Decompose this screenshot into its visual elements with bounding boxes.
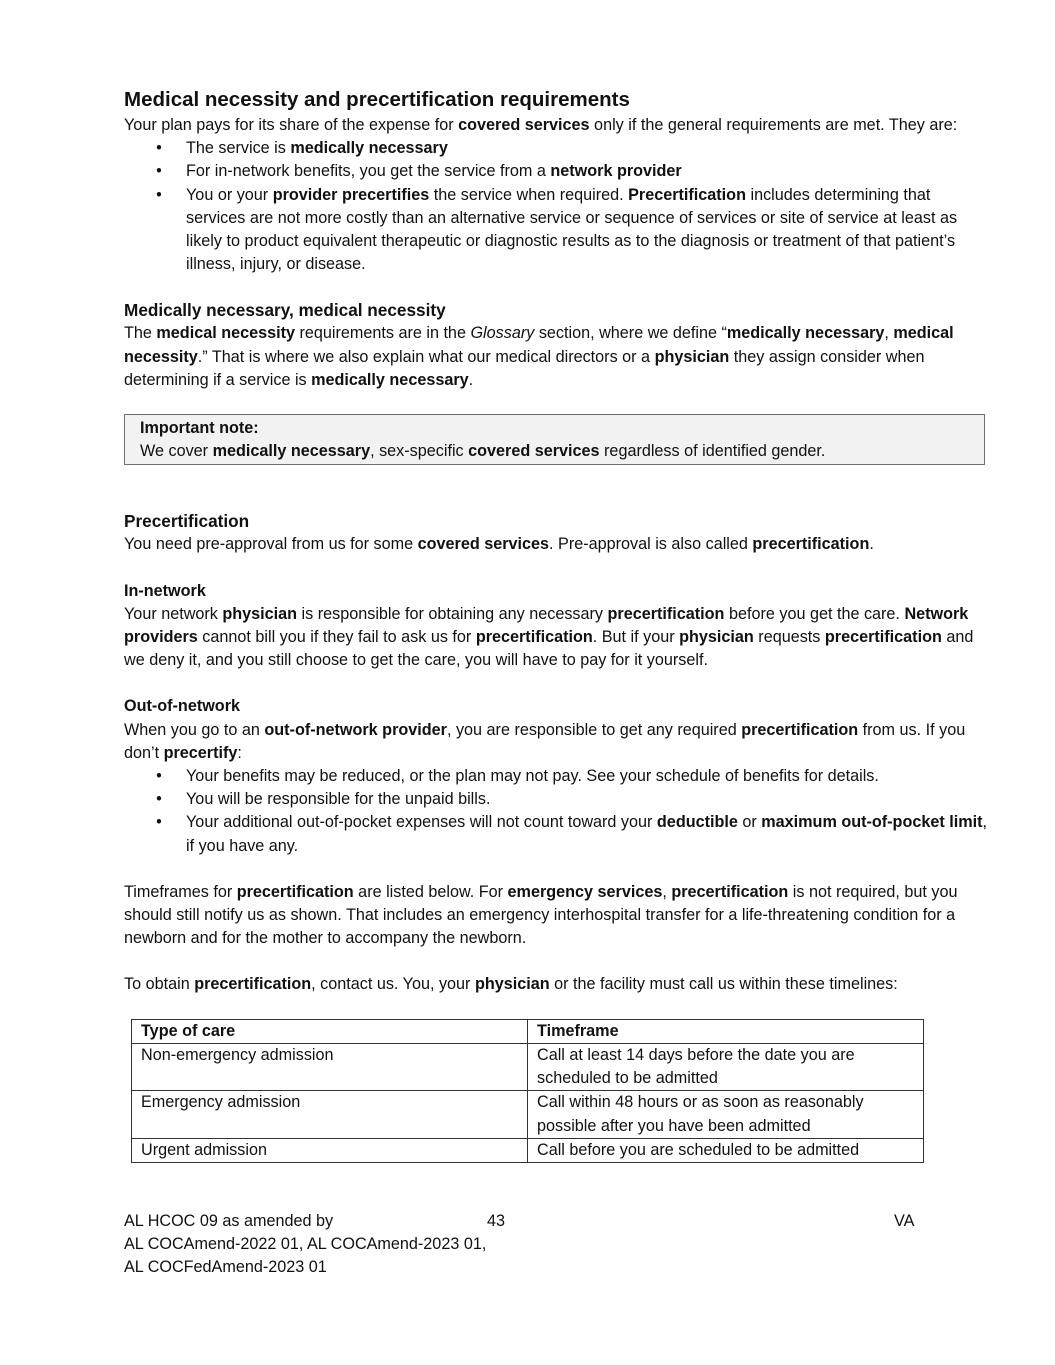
bullet-icon: •: [156, 813, 162, 832]
medical-necessity-heading: Medically necessary, medical necessity: [124, 300, 446, 321]
out-of-network-list: [124, 765, 989, 858]
table-cell: Call at least 14 days before the date you are scheduled to be admitted: [528, 1043, 924, 1090]
list-item: • The service is medically necessary: [124, 137, 989, 160]
bullet-icon: •: [156, 790, 162, 809]
footer-form-line-3: AL COCFedAmend-2023 01: [124, 1258, 327, 1277]
table-cell: Call before you are scheduled to be admitted: [528, 1138, 924, 1162]
important-note-text: We cover medically necessary, sex-specific covered services regardless of identified gender.: [140, 442, 826, 461]
state-code: VA: [894, 1212, 915, 1230]
list-item: • You will be responsible for the unpaid bills.: [124, 788, 989, 811]
list-item: • Your benefits may be reduced, or the plan may not pay. See your schedule of benefits for details.: [124, 765, 989, 788]
bullet-icon: •: [156, 767, 162, 786]
intro-paragraph: Your plan pays for its share of the expense for covered services only if the general requirements are met. They are:: [124, 116, 958, 134]
table-cell: Urgent admission: [132, 1138, 528, 1162]
medical-necessity-paragraph: The medical necessity requirements are in the Glossary section, where we define “medically necessary, medical necessity.” That is where we also explain what our medical directors or a physician they assign consider when determining if a service is medically necessary.: [124, 324, 954, 389]
section-title: Medical necessity and precertification requirements: [124, 88, 630, 111]
important-note-heading: Important note:: [140, 419, 259, 438]
column-header-type-of-care: Type of care: [132, 1019, 528, 1043]
table-cell: Emergency admission: [132, 1091, 528, 1138]
footer-form-line-2: AL COCAmend-2022 01, AL COCAmend-2023 01,: [124, 1235, 487, 1254]
table-cell: Non-emergency admission: [132, 1043, 528, 1090]
table-row: [132, 1043, 924, 1090]
out-of-network-paragraph: When you go to an out-of-network provider, you are responsible to get any required precertification from us. If you don’t precertify:: [124, 720, 966, 762]
precertification-timeframe-table: [131, 1019, 924, 1163]
out-of-network-heading: Out-of-network: [124, 697, 240, 716]
important-note-box: [124, 414, 985, 465]
in-network-paragraph: Your network physician is responsible for obtaining any necessary precertification before you get the care. Network providers cannot bill you if they fail to ask us for precertification. But if your physician requests precertification and we deny it, and you still choose to get the care, you will have to pay for it yourself.: [124, 604, 974, 670]
table-row: [132, 1138, 924, 1162]
column-header-timeframe: Timeframe: [528, 1019, 924, 1043]
precertification-paragraph: You need pre-approval from us for some covered services. Pre-approval is also called precertification.: [124, 535, 874, 554]
list-item: • For in-network benefits, you get the service from a network provider: [124, 160, 989, 183]
footer-form-line-1: AL HCOC 09 as amended by: [124, 1212, 334, 1230]
obtain-paragraph: To obtain precertification, contact us. You, your physician or the facility must call us within these timelines:: [124, 975, 898, 994]
bullet-icon: •: [156, 185, 162, 204]
page-footer: [124, 1210, 924, 1280]
table-cell: Call within 48 hours or as soon as reasonably possible after you have been admitted: [528, 1091, 924, 1138]
timeframes-paragraph: Timeframes for precertification are listed below. For emergency services, precertification is not required, but you should still notify us as shown. That includes an emergency interhospital transfer for a life-threatening condition for a newborn and for the mother to accompany the newborn.: [124, 882, 958, 948]
table-header-row: [132, 1019, 924, 1043]
requirements-list: [124, 137, 989, 276]
page-number: 43: [487, 1212, 506, 1230]
table-row: [132, 1091, 924, 1138]
list-item: • Your additional out-of-pocket expenses will not count toward your deductible or maximum out-of-pocket limit, if you have any.: [124, 811, 989, 857]
bullet-icon: •: [156, 139, 162, 158]
in-network-heading: In-network: [124, 581, 206, 600]
list-item: • You or your provider precertifies the service when required. Precertification includes determining that services are not more costly than an alternative service or sequence of services or site of service at least as likely to product equivalent therapeutic or diagnostic results as to the diagnosis or treatment of that patient’s illness, injury, or disease.: [124, 184, 989, 277]
bullet-icon: •: [156, 162, 162, 181]
precertification-heading: Precertification: [124, 511, 250, 532]
